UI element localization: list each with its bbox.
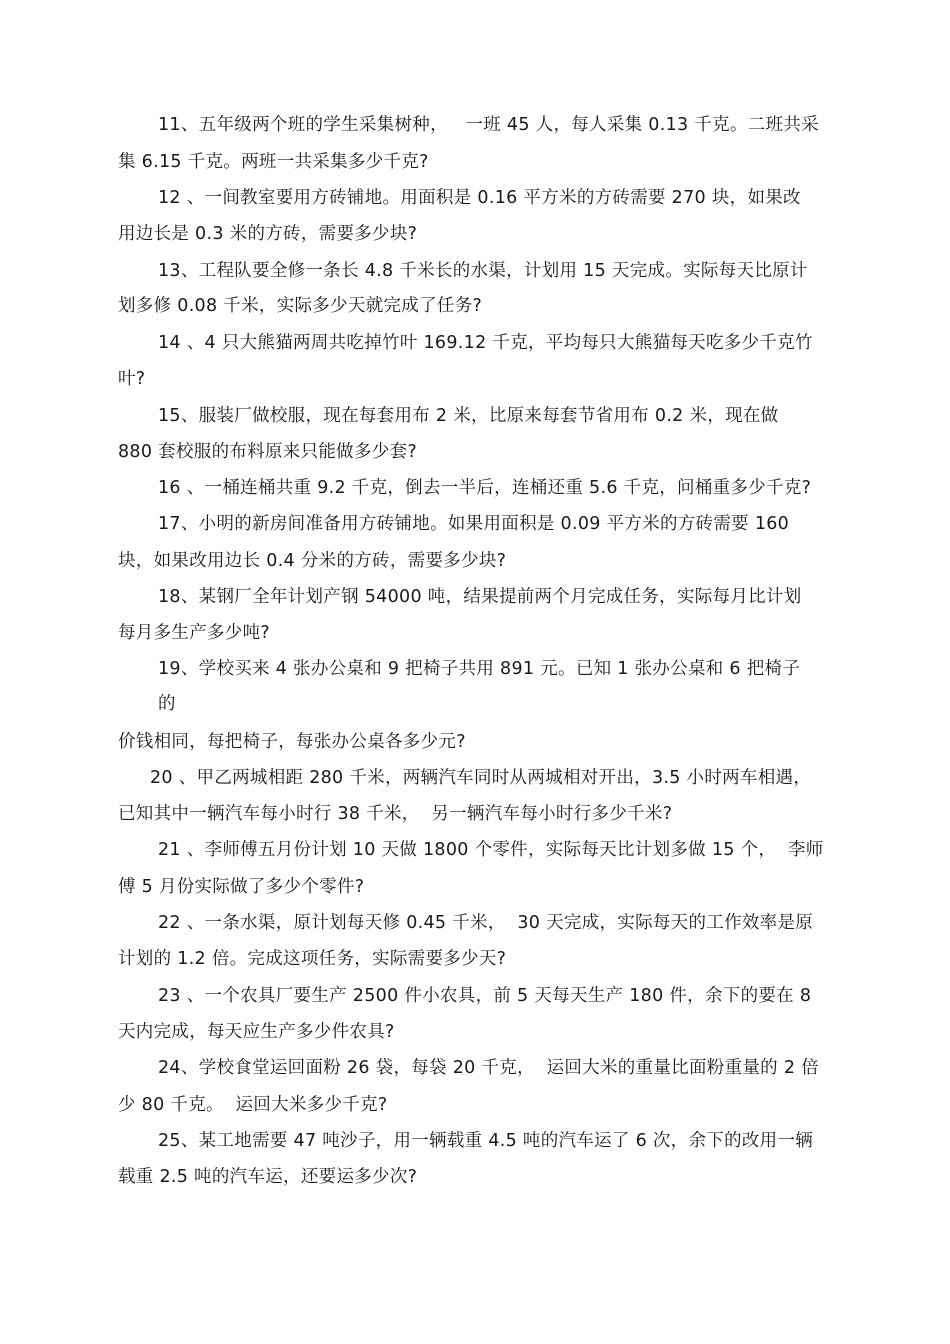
problem-text-line: 24、学校食堂运回面粉 26 袋，每袋 20 千克， 运回大米的重量比面粉重量的 2 倍 bbox=[158, 1058, 819, 1078]
problem-text-line: 11、五年级两个班的学生采集树种， 一班 45 人，每人采集 0.13 千克。二班共采 bbox=[158, 115, 819, 135]
problem-text-line: 集 6.15 千克。两班一共采集多少千克? bbox=[118, 152, 429, 172]
problem-text-line: 少 80 千克。 运回大米多少千克? bbox=[118, 1095, 388, 1115]
problem-text-line: 18、某钢厂全年计划产钢 54000 吨，结果提前两个月完成任务，实际每月比计划 bbox=[158, 587, 802, 607]
problem-text-line: 25、某工地需要 47 吨沙子，用一辆载重 4.5 吨的汽车运了 6 次，余下的改用一辆 bbox=[158, 1131, 814, 1151]
problem-text-line: 21 、李师傅五月份计划 10 天做 1800 个零件，实际每天比计划多做 15 个， 李师 bbox=[158, 840, 824, 860]
problem-text-line: 载重 2.5 吨的汽车运，还要运多少次? bbox=[118, 1167, 418, 1187]
problem-text-line: 14 、4 只大熊猫两周共吃掉竹叶 169.12 千克，平均每只大熊猫每天吃多少千克竹 bbox=[158, 333, 813, 353]
problem-text-line: 的 bbox=[158, 694, 176, 714]
problem-text-line: 15、服装厂做校服，现在每套用布 2 米，比原来每套节省用布 0.2 米，现在做 bbox=[158, 406, 779, 426]
problem-text-line: 用边长是 0.3 米的方砖，需要多少块? bbox=[118, 224, 418, 244]
problem-text-line: 天内完成，每天应生产多少件农具? bbox=[118, 1022, 395, 1042]
problem-text-line: 22 、一条水渠，原计划每天修 0.45 千米， 30 天完成，实际每天的工作效率是原 bbox=[158, 913, 814, 933]
problem-text-line: 16 、一桶连桶共重 9.2 千克，倒去一半后，连桶还重 5.6 千克，问桶重多少千克? bbox=[158, 478, 812, 498]
problem-text-line: 13、工程队要全修一条长 4.8 千米长的水渠，计划用 15 天完成。实际每天比原计 bbox=[158, 261, 808, 281]
problem-text-line: 傅 5 月份实际做了多少个零件? bbox=[118, 877, 365, 897]
problem-text-line: 20 、甲乙两城相距 280 千米，两辆汽车同时从两城相对开出，3.5 小时两车相遇， bbox=[150, 768, 812, 788]
problem-text-line: 价钱相同，每把椅子，每张办公桌各多少元? bbox=[118, 732, 466, 752]
problem-text-line: 叶? bbox=[118, 369, 146, 389]
problem-text-line: 19、学校买来 4 张办公桌和 9 把椅子共用 891 元。已知 1 张办公桌和 6 把椅子 bbox=[158, 659, 801, 679]
problem-text-line: 块，如果改用边长 0.4 分米的方砖，需要多少块? bbox=[118, 551, 507, 571]
problem-text-line: 计划的 1.2 倍。完成这项任务，实际需要多少天? bbox=[118, 949, 507, 969]
problem-text-line: 12 、一间教室要用方砖铺地。用面积是 0.16 平方米的方砖需要 270 块，如果改 bbox=[158, 188, 801, 208]
problem-text-line: 已知其中一辆汽车每小时行 38 千米， 另一辆汽车每小时行多少千米? bbox=[118, 804, 673, 824]
problem-text-line: 17、小明的新房间准备用方砖铺地。如果用面积是 0.09 平方米的方砖需要 160 bbox=[158, 514, 790, 534]
problem-text-line: 每月多生产多少吨? bbox=[118, 623, 270, 643]
problem-text-line: 880 套校服的布料原来只能做多少套? bbox=[118, 442, 417, 462]
problem-text-line: 划多修 0.08 千米，实际多少天就完成了任务? bbox=[118, 296, 483, 316]
problem-text-line: 23 、一个农具厂要生产 2500 件小农具，前 5 天每天生产 180 件，余下的要在 8 bbox=[158, 986, 812, 1006]
